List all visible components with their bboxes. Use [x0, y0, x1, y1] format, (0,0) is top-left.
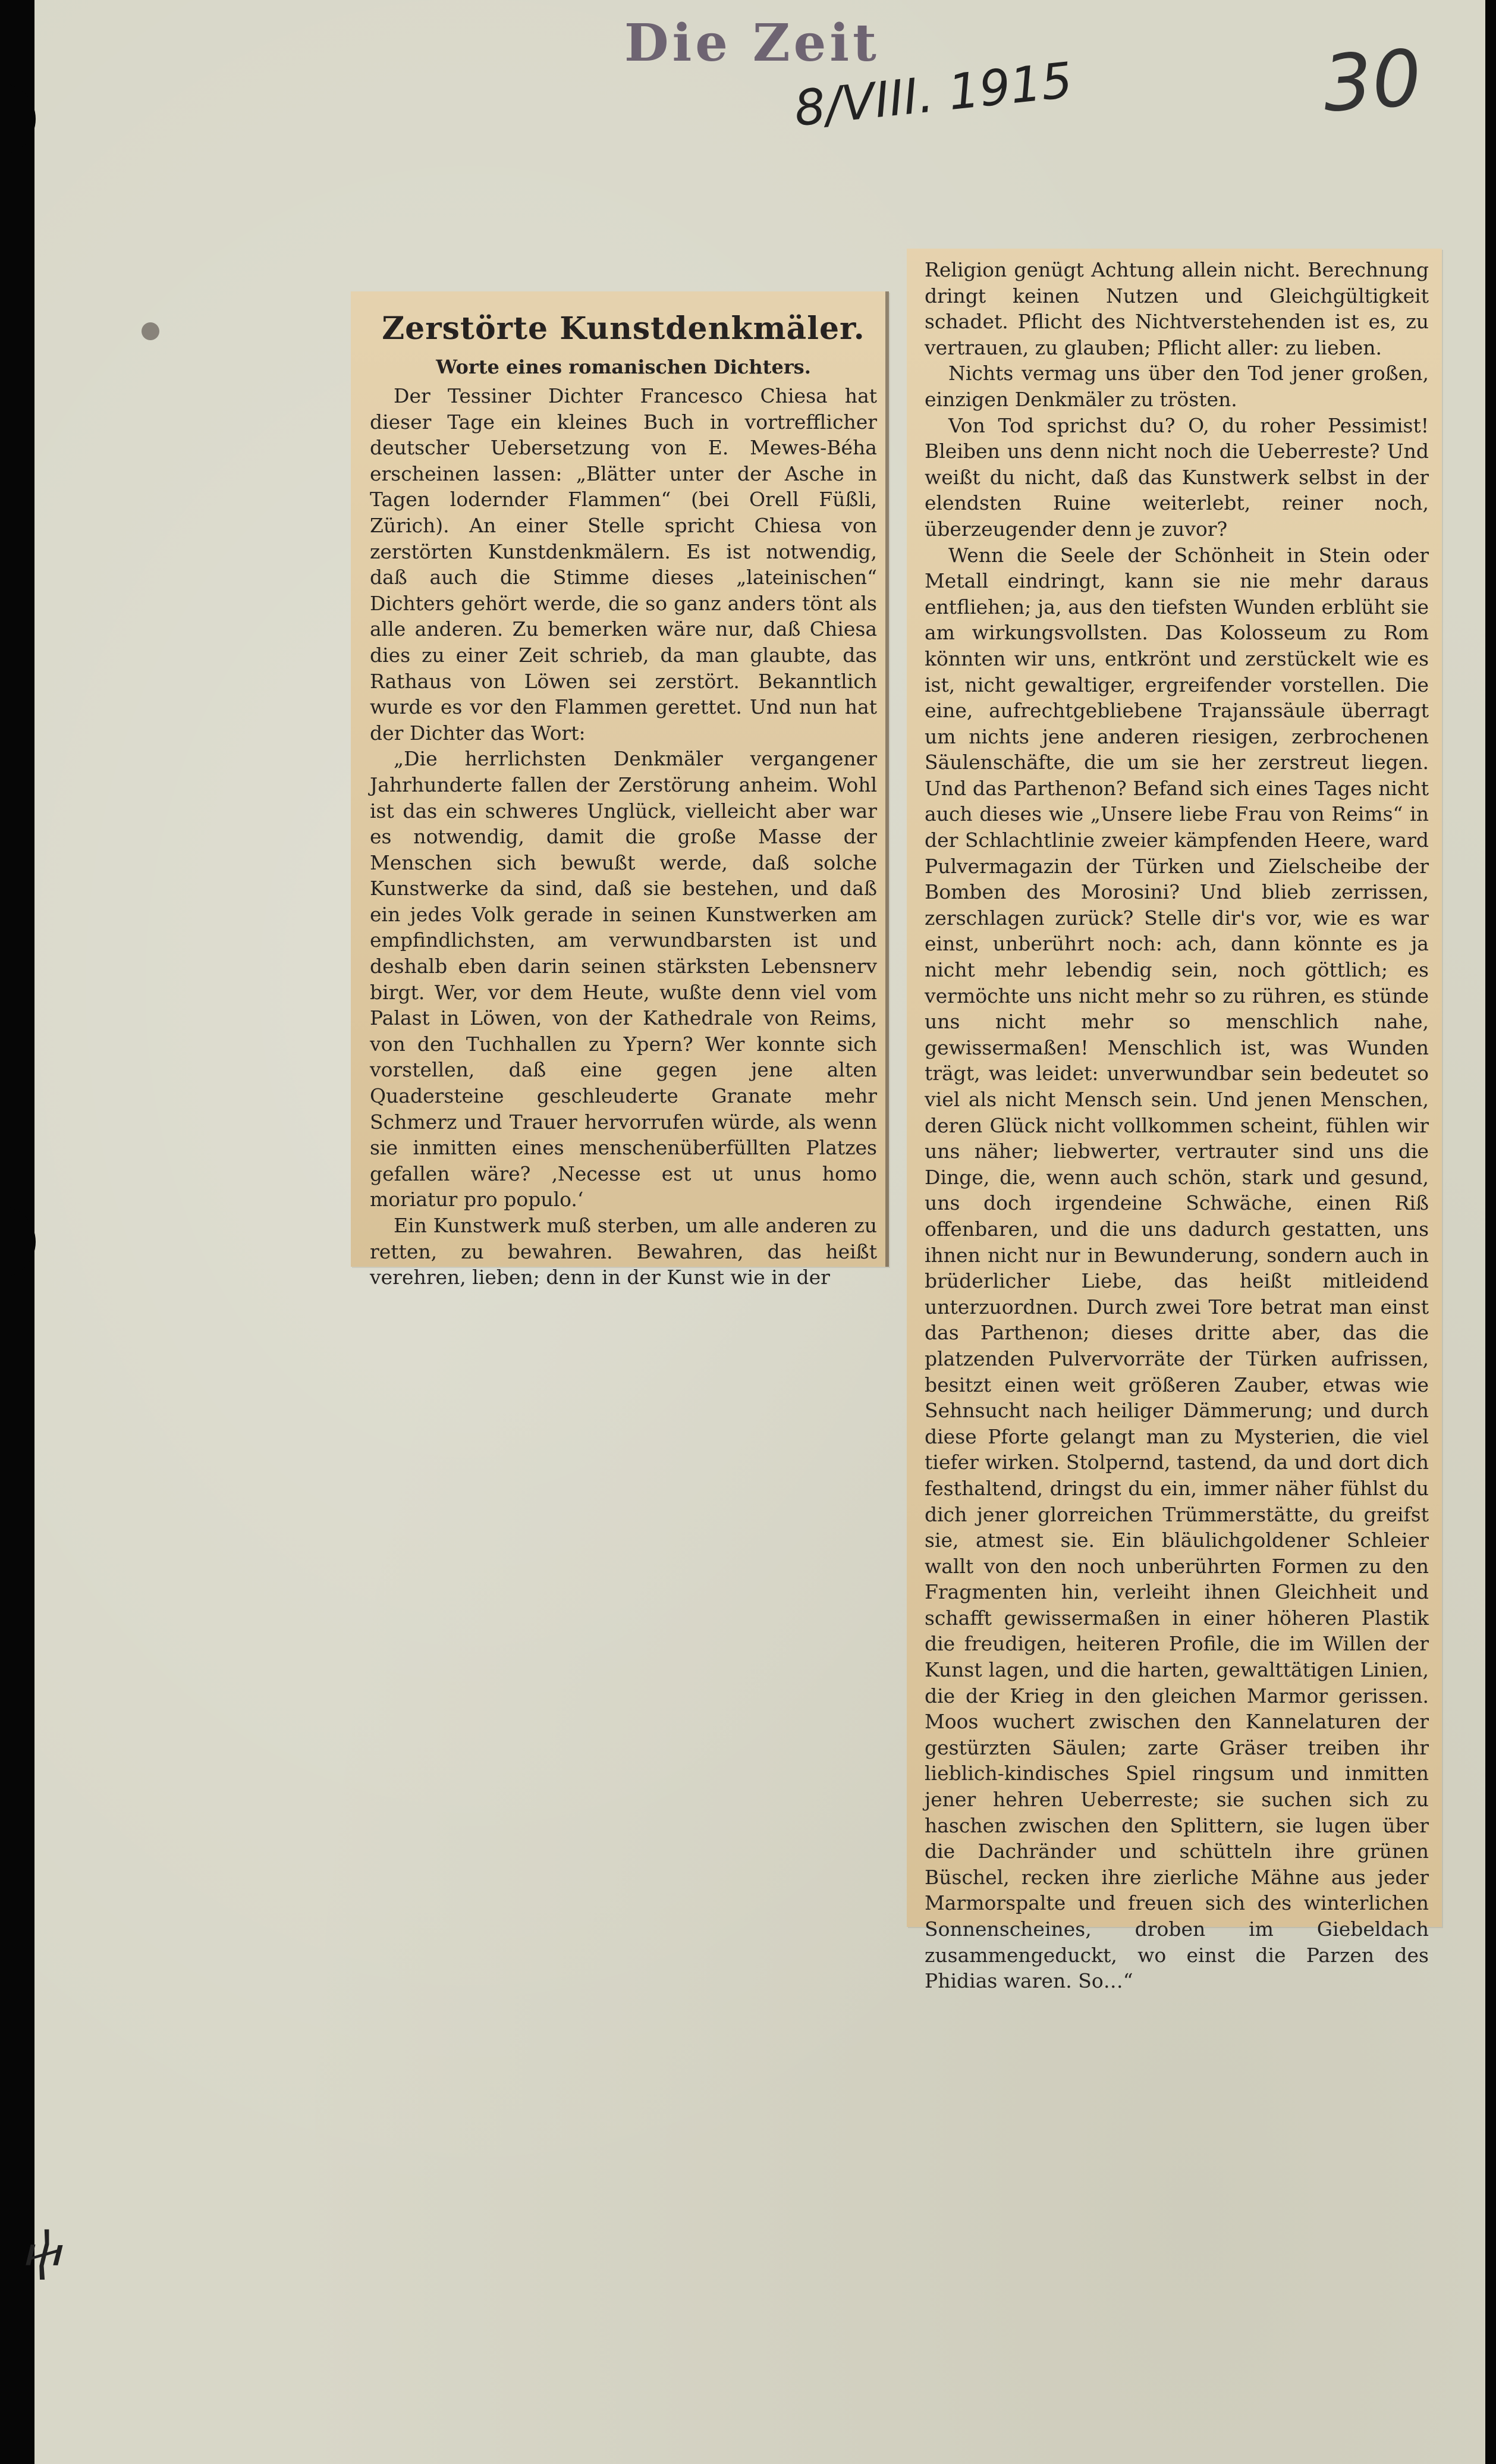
- paragraph: Ein Kunstwerk muß sterben, um alle anderen zu retten, zu bewahren. Bewahren, das heißt verehren, lieben; denn in der Kunst wie in der: [370, 1214, 877, 1289]
- column-rule: [885, 291, 889, 1267]
- paragraph: Nichts vermag uns über den Tod jener großen, einzigen Denkmäler zu trösten.: [925, 362, 1429, 411]
- paragraph: Wenn die Seele der Schönheit in Stein oder Metall eindringt, kann sie nie mehr daraus entfliehen; ja, aus den tiefsten Wunden erblüht sie am wirkungsvollsten. Das Kolosseum zu Rom könnten wir uns, entkrönt und zerstückelt wie es ist, nicht gewaltiger, ergreifender vorstellen. Die eine, aufrechtgebliebene Trajanssäule überragt um nichts jene anderen riesigen, zerbrochenen Säulenschäfte, die um sie her zerstreut liegen. Und das Parthenon? Befand sich eines Tages nicht auch dieses wie „Unsere liebe Frau von Reims“ in der Schlachtlinie zweier kämpfenden Heere, ward Pulvermagazin der Türken und Zielscheibe der Bomben des Morosini? Und blieb zerrissen, zerschlagen zurück? Stelle dir's vor, wie es war einst, unberührt noch: ach, dann könnte es ja nicht mehr lebendig sein, noch göttlich; es vermöchte uns nicht mehr so zu rühren, es stünde uns nicht mehr so menschlich nahe, gewissermaßen! Menschlich ist, was Wunden trägt, was leidet: unverwundbar sein bedeutet so viel als nicht Mensch sein. Und jenen Menschen, deren Glück nicht vollkommen scheint, fühlen wir uns näher; liebwerter, vertrauter sind uns die Dinge, die, wenn auch schön, stark und gesund, uns doch irgendeine Schwäche, einen Riß offenbaren, und die uns dadurch gestatten, uns ihnen nicht nur in Bewunderung, sondern auch in brüderlicher Liebe, das heißt mitleidend unterzuordnen. Durch zwei Tore betrat man einst das Parthenon; dieses dritte aber, das die platzenden Pulvervorräte der Türken aufrissen, besitzt einen weit größeren Zauber, etwas wie Sehnsucht nach heiliger Dämmerung; und durch diese Pforte gelangt man zu Mysterien, die viel tiefer wirken. Stolpernd, tastend, da und dort dich festhaltend, dringst du ein, immer näher fühlst du dich jener glorreichen Trümmerstätte, du greifst sie, atmest sie. Ein bläulichgoldener Schleier wallt von den noch unberührten Formen zu den Fragmenten hin, verleiht ihnen Gleichheit und schafft gewissermaßen in einer höheren Plastik die freudigen, heiteren Profile, die im Willen der Kunst lagen, und die harten, gewalttätigen Linien, die der Krieg in den gleichen Marmor gerissen. Moos wuchert zwischen den Kannelaturen der gestürzten Säulen; zarte Gräser treiben ihr lieblich-kindisches Spiel ringsum und inmitten jener hehren Ueberreste; sie suchen sich zu haschen zwischen den Splittern, sie lugen über die Dachränder und schütteln ihre grünen Büschel, recken ihre zierliche Mähne aus jeder Marmorspalte und freuen sich des winterlichen Sonnenscheines, droben im Giebeldach zusammengeduckt, wo einst die Parzen des Phidias waren. So…“: [925, 543, 1429, 1993]
- clipping-left-column: [351, 291, 889, 1289]
- paragraph: Von Tod sprichst du? O, du roher Pessimist! Bleiben uns denn nicht noch die Ueberreste? Und weißt du nicht, daß das Kunstwerk selbst in der elendsten Ruine weiterlebt, reiner noch, überzeugender denn je zuvor?: [925, 413, 1429, 541]
- clipping-right-column: [907, 249, 1442, 1993]
- article-title: Zerstörte Kunstdenkmäler.: [382, 310, 865, 347]
- handwritten-date: 8/VIII. 1915: [791, 52, 1075, 138]
- punch-hole-bottom: [0, 1206, 36, 1277]
- handwritten-mark: ⴕ: [24, 2224, 64, 2280]
- stain-spot: [142, 322, 159, 340]
- handwritten-page-number: 30: [1319, 32, 1425, 130]
- paragraph: Religion genügt Achtung allein nicht. Berechnung dringt keinen Nutzen und Gleichgültigkeit schadet. Pflicht des Nichtverstehenden ist es, zu vertrauen, zu glauben; Pflicht aller: zu lieben.: [925, 258, 1429, 359]
- newspaper-name-stamp: Die Zeit: [624, 13, 880, 73]
- article-subtitle: Worte eines romanischen Dichters.: [436, 356, 811, 378]
- paragraph: „Die herrlichsten Denkmäler vergangener Jahrhunderte fallen der Zerstörung anheim. Wohl ist das ein schweres Unglück, vielleicht aber war es notwendig, damit die große Masse der Menschen sich bewußt werde, daß solche Kunstwerke da sind, daß sie bestehen, und daß ein jedes Volk gerade in seinen Kunstwerken am empfindlichsten, am verwundbarsten ist und deshalb eben darin seinen stärksten Lebensnerv birgt. Wer, vor dem Heute, wußte denn viel vom Palast in Löwen, von der Kathedrale von Reims, von den Tuchhallen zu Ypern? Wer konnte sich vorstellen, daß eine gegen jene alten Quadersteine geschleuderte Granate mehr Schmerz und Trauer hervorrufen würde, als wenn sie inmitten eines menschenüberfüllten Platzes gefallen wäre? ‚Necesse est ut unus homo moriatur pro populo.‘: [370, 747, 877, 1211]
- punch-hole-top: [0, 83, 36, 155]
- paragraph: Der Tessiner Dichter Francesco Chiesa hat dieser Tage ein kleines Buch in vortrefflicher deutscher Uebersetzung von E. Mewes-Béha erscheinen lassen: „Blätter unter der Asche in Tagen lodernder Flammen“ (bei Orell Füßli, Zürich). An einer Stelle spricht Chiesa von zerstörten Kunstdenkmälern. Es ist notwendig, daß auch die Stimme dieses „lateinischen“ Dichters gehört werde, die so ganz anders tönt als alle anderen. Zu bemerken wäre nur, daß Chiesa dies zu einer Zeit schrieb, da man glaubte, das Rathaus von Löwen sei zerstört. Bekanntlich wurde es vor den Flammen gerettet. Und nun hat der Dichter das Wort:: [370, 384, 877, 745]
